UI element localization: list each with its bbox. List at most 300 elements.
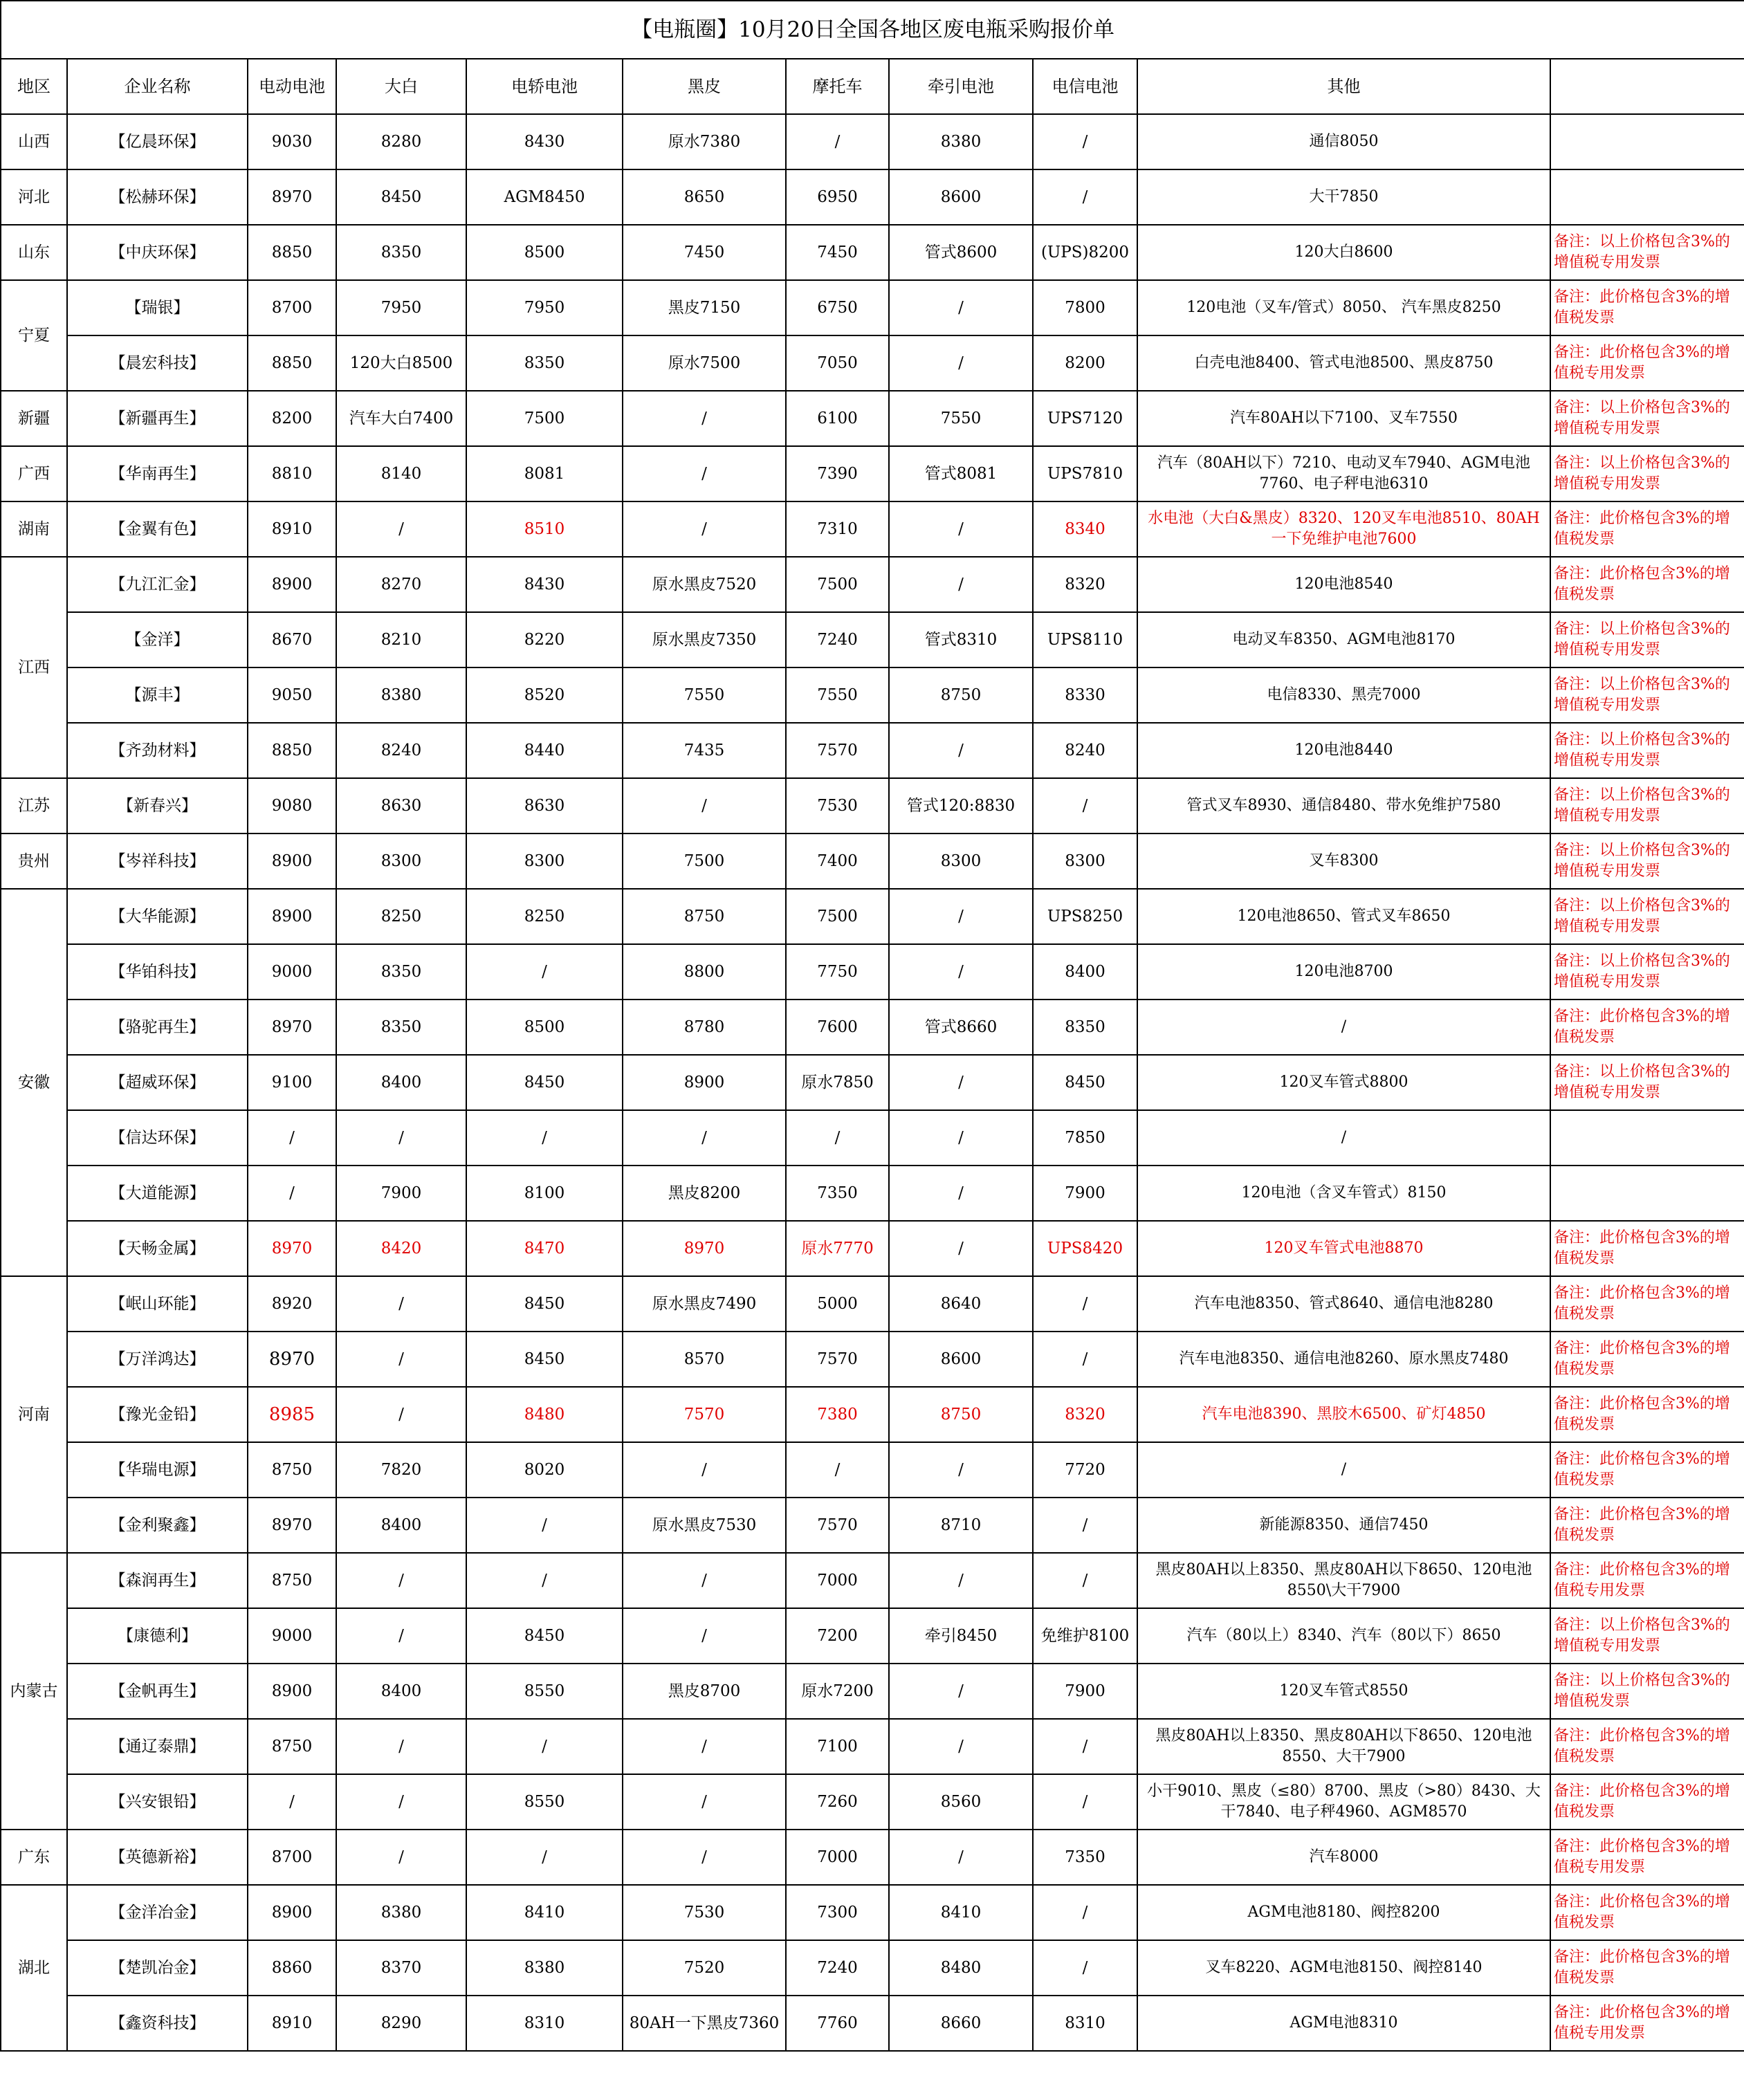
telecom-price: 免维护8100 (1033, 1608, 1137, 1664)
dabai-price: 8300 (336, 833, 466, 889)
electric-battery-price: 8850 (248, 723, 336, 778)
telecom-price: UPS8110 (1033, 612, 1137, 667)
telecom-price: 8350 (1033, 1000, 1137, 1055)
electric-battery-price: 8985 (248, 1387, 336, 1442)
dabai-price: 8250 (336, 889, 466, 944)
table-row (1, 778, 1744, 833)
dabai-price: 120大白8500 (336, 335, 466, 391)
dabai-price: 7900 (336, 1166, 466, 1221)
car-battery-price: 8630 (466, 778, 623, 833)
heipi-price: 80AH一下黑皮7360 (623, 1996, 786, 2051)
company-name: 【鑫资科技】 (67, 1996, 248, 2051)
electric-battery-price: 8700 (248, 280, 336, 335)
remark-note: 备注：此价格包含3%的增值税发票 (1550, 1332, 1744, 1387)
header-electric-battery: 电动电池 (248, 59, 336, 114)
dabai-price: 8290 (336, 1996, 466, 2051)
remark-note: 备注：以上价格包含3%的增值税专用发票 (1550, 225, 1744, 280)
telecom-price: 8320 (1033, 1387, 1137, 1442)
electric-battery-price: / (248, 1774, 336, 1830)
traction-price: / (889, 889, 1033, 944)
traction-price: / (889, 501, 1033, 557)
other-prices: 汽车电池8350、管式8640、通信电池8280 (1137, 1276, 1550, 1332)
remark-note: 备注：以上价格包含3%的增值税专用发票 (1550, 889, 1744, 944)
traction-price: 8710 (889, 1498, 1033, 1553)
header-dabai: 大白 (336, 59, 466, 114)
other-prices: AGM电池8180、阀控8200 (1137, 1885, 1550, 1940)
dabai-price: 8630 (336, 778, 466, 833)
other-prices: 叉车8220、AGM电池8150、阀控8140 (1137, 1940, 1550, 1996)
electric-battery-price: 9050 (248, 667, 336, 723)
motorcycle-price: 7240 (786, 1940, 889, 1996)
motorcycle-price: 7350 (786, 1166, 889, 1221)
electric-battery-price: 8200 (248, 391, 336, 446)
company-name: 【瑞银】 (67, 280, 248, 335)
car-battery-price: 8480 (466, 1387, 623, 1442)
company-name: 【康德利】 (67, 1608, 248, 1664)
heipi-price: 7570 (623, 1387, 786, 1442)
motorcycle-price: 7000 (786, 1553, 889, 1608)
traction-price: 牵引8450 (889, 1608, 1033, 1664)
telecom-price: 7800 (1033, 280, 1137, 335)
table-row (1, 1332, 1744, 1387)
company-name: 【超威环保】 (67, 1055, 248, 1110)
remark-note: 备注：以上价格包含3%的增值税专用发票 (1550, 446, 1744, 501)
company-name: 【新春兴】 (67, 778, 248, 833)
heipi-price: 7530 (623, 1885, 786, 1940)
remark-note: 备注：以上价格包含3%的增值税专用发票 (1550, 1055, 1744, 1110)
telecom-price: 8200 (1033, 335, 1137, 391)
telecom-price: 8240 (1033, 723, 1137, 778)
remark-note: 备注：此价格包含3%的增值税发票 (1550, 1000, 1744, 1055)
traction-price: 8380 (889, 114, 1033, 169)
company-name: 【森润再生】 (67, 1553, 248, 1608)
heipi-price: / (623, 778, 786, 833)
dabai-price: / (336, 501, 466, 557)
telecom-price: 7350 (1033, 1830, 1137, 1885)
other-prices: 汽车8000 (1137, 1830, 1550, 1885)
table-row (1, 1940, 1744, 1996)
table-row (1, 1774, 1744, 1830)
heipi-price: 8650 (623, 169, 786, 225)
traction-price: 8640 (889, 1276, 1033, 1332)
car-battery-price: 8081 (466, 446, 623, 501)
electric-battery-price: 8900 (248, 889, 336, 944)
electric-battery-price: 8810 (248, 446, 336, 501)
dabai-price: 汽车大白7400 (336, 391, 466, 446)
electric-battery-price: 8970 (248, 1498, 336, 1553)
other-prices: 大干7850 (1137, 169, 1550, 225)
table-row (1, 335, 1744, 391)
electric-battery-price: / (248, 1110, 336, 1166)
dabai-price: 8420 (336, 1221, 466, 1276)
company-name: 【九江汇金】 (67, 557, 248, 612)
other-prices: 通信8050 (1137, 114, 1550, 169)
company-name: 【金利聚鑫】 (67, 1498, 248, 1553)
motorcycle-price: 7100 (786, 1719, 889, 1774)
car-battery-price: / (466, 1498, 623, 1553)
car-battery-price: 8500 (466, 1000, 623, 1055)
telecom-price: 7900 (1033, 1166, 1137, 1221)
heipi-price: / (623, 1830, 786, 1885)
telecom-price: / (1033, 1885, 1137, 1940)
other-prices: 120叉车管式8800 (1137, 1055, 1550, 1110)
traction-price: / (889, 557, 1033, 612)
traction-price: 管式8310 (889, 612, 1033, 667)
traction-price: / (889, 1110, 1033, 1166)
table-row (1, 1000, 1744, 1055)
region-cell: 广西 (1, 446, 67, 501)
table-row (1, 1166, 1744, 1221)
dabai-price: 7950 (336, 280, 466, 335)
motorcycle-price: 7450 (786, 225, 889, 280)
remark-note (1550, 114, 1744, 169)
table-row (1, 833, 1744, 889)
telecom-price: (UPS)8200 (1033, 225, 1137, 280)
heipi-price: / (623, 446, 786, 501)
other-prices: 汽车（80以上）8340、汽车（80以下）8650 (1137, 1608, 1550, 1664)
telecom-price: 8340 (1033, 501, 1137, 557)
company-name: 【晨宏科技】 (67, 335, 248, 391)
car-battery-price: 8450 (466, 1276, 623, 1332)
company-name: 【华瑞电源】 (67, 1442, 248, 1498)
telecom-price: / (1033, 114, 1137, 169)
heipi-price: 7500 (623, 833, 786, 889)
region-cell: 安徽 (1, 889, 67, 1276)
table-row (1, 944, 1744, 1000)
other-prices: 120叉车管式电池8870 (1137, 1221, 1550, 1276)
header-region: 地区 (1, 59, 67, 114)
motorcycle-price: 7750 (786, 944, 889, 1000)
company-name: 【金帆再生】 (67, 1664, 248, 1719)
heipi-price: 黑皮8200 (623, 1166, 786, 1221)
table-row (1, 1221, 1744, 1276)
table-row (1, 501, 1744, 557)
dabai-price: / (336, 1553, 466, 1608)
region-cell: 贵州 (1, 833, 67, 889)
traction-price: / (889, 1830, 1033, 1885)
electric-battery-price: 8850 (248, 335, 336, 391)
traction-price: 8480 (889, 1940, 1033, 1996)
motorcycle-price: / (786, 1442, 889, 1498)
table-row (1, 1387, 1744, 1442)
car-battery-price: 8450 (466, 1055, 623, 1110)
region-cell: 河南 (1, 1276, 67, 1553)
remark-note: 备注：此价格包含3%的增值税专用发票 (1550, 1553, 1744, 1608)
motorcycle-price: / (786, 114, 889, 169)
company-name: 【金洋】 (67, 612, 248, 667)
electric-battery-price: 8900 (248, 833, 336, 889)
telecom-price: / (1033, 1553, 1137, 1608)
electric-battery-price: 9100 (248, 1055, 336, 1110)
header-motorcycle: 摩托车 (786, 59, 889, 114)
motorcycle-price: / (786, 1110, 889, 1166)
electric-battery-price: 8920 (248, 1276, 336, 1332)
company-name: 【岑祥科技】 (67, 833, 248, 889)
region-cell: 内蒙古 (1, 1553, 67, 1830)
heipi-price: 原水黑皮7520 (623, 557, 786, 612)
other-prices: 120电池8700 (1137, 944, 1550, 1000)
remark-note: 备注：此价格包含3%的增值税发票 (1550, 1498, 1744, 1553)
telecom-price: / (1033, 1940, 1137, 1996)
table-row (1, 1885, 1744, 1940)
other-prices: / (1137, 1110, 1550, 1166)
other-prices: 汽车80AH以下7100、叉车7550 (1137, 391, 1550, 446)
telecom-price: 8450 (1033, 1055, 1137, 1110)
heipi-price: / (623, 1608, 786, 1664)
remark-note: 备注：此价格包含3%的增值税发票 (1550, 1221, 1744, 1276)
region-cell: 山西 (1, 114, 67, 169)
dabai-price: 8210 (336, 612, 466, 667)
heipi-price: 8900 (623, 1055, 786, 1110)
remark-note: 备注：以上价格包含3%的增值税专用发票 (1550, 391, 1744, 446)
heipi-price: 7450 (623, 225, 786, 280)
electric-battery-price: 8910 (248, 501, 336, 557)
header-company: 企业名称 (67, 59, 248, 114)
telecom-price: / (1033, 778, 1137, 833)
motorcycle-price: 7600 (786, 1000, 889, 1055)
motorcycle-price: 7550 (786, 667, 889, 723)
traction-price: 8660 (889, 1996, 1033, 2051)
region-cell: 江西 (1, 557, 67, 778)
other-prices: 电信8330、黑壳7000 (1137, 667, 1550, 723)
motorcycle-price: 7390 (786, 446, 889, 501)
telecom-price: 7900 (1033, 1664, 1137, 1719)
remark-note: 备注：以上价格包含3%的增值税发票 (1550, 1664, 1744, 1719)
traction-price: 8750 (889, 1387, 1033, 1442)
dabai-price: 8140 (336, 446, 466, 501)
company-name: 【楚凯冶金】 (67, 1940, 248, 1996)
table-row (1, 1553, 1744, 1608)
telecom-price: 7850 (1033, 1110, 1137, 1166)
table-row (1, 169, 1744, 225)
company-name: 【金翼有色】 (67, 501, 248, 557)
car-battery-price: 8350 (466, 335, 623, 391)
remark-note: 备注：以上价格包含3%的增值税专用发票 (1550, 1608, 1744, 1664)
traction-price: / (889, 1166, 1033, 1221)
header-other: 其他 (1137, 59, 1550, 114)
company-name: 【源丰】 (67, 667, 248, 723)
table-row (1, 1442, 1744, 1498)
car-battery-price: 8410 (466, 1885, 623, 1940)
heipi-price: 8570 (623, 1332, 786, 1387)
remark-note (1550, 169, 1744, 225)
remark-note: 备注：此价格包含3%的增值税发票 (1550, 1940, 1744, 1996)
car-battery-price: / (466, 944, 623, 1000)
company-name: 【岷山环能】 (67, 1276, 248, 1332)
dabai-price: / (336, 1608, 466, 1664)
region-cell: 新疆 (1, 391, 67, 446)
other-prices: 120电池（叉车/管式）8050、 汽车黑皮8250 (1137, 280, 1550, 335)
header-row (1, 59, 1744, 114)
table-row (1, 1830, 1744, 1885)
table-row (1, 667, 1744, 723)
traction-price: 管式8081 (889, 446, 1033, 501)
dabai-price: 8400 (336, 1055, 466, 1110)
motorcycle-price: 6950 (786, 169, 889, 225)
table-row (1, 1055, 1744, 1110)
electric-battery-price: 8900 (248, 557, 336, 612)
table-row (1, 1276, 1744, 1332)
company-name: 【新疆再生】 (67, 391, 248, 446)
table-row (1, 1664, 1744, 1719)
motorcycle-price: 7500 (786, 557, 889, 612)
car-battery-price: 8440 (466, 723, 623, 778)
dabai-price: 8350 (336, 1000, 466, 1055)
traction-price: / (889, 723, 1033, 778)
electric-battery-price: 8970 (248, 1000, 336, 1055)
electric-battery-price: / (248, 1166, 336, 1221)
electric-battery-price: 8970 (248, 1221, 336, 1276)
company-name: 【亿晨环保】 (67, 114, 248, 169)
traction-price: / (889, 1442, 1033, 1498)
table-row (1, 1110, 1744, 1166)
other-prices: 120电池8650、管式叉车8650 (1137, 889, 1550, 944)
remark-note: 备注：以上价格包含3%的增值税专用发票 (1550, 833, 1744, 889)
dabai-price: / (336, 1332, 466, 1387)
traction-price: 7550 (889, 391, 1033, 446)
traction-price: / (889, 1664, 1033, 1719)
traction-price: 管式8660 (889, 1000, 1033, 1055)
car-battery-price: 8510 (466, 501, 623, 557)
other-prices: 白壳电池8400、管式电池8500、黑皮8750 (1137, 335, 1550, 391)
car-battery-price: 8220 (466, 612, 623, 667)
other-prices: 新能源8350、通信7450 (1137, 1498, 1550, 1553)
heipi-price: 黑皮7150 (623, 280, 786, 335)
other-prices: 黑皮80AH以上8350、黑皮80AH以下8650、120电池8550、大干7900 (1137, 1719, 1550, 1774)
company-name: 【松赫环保】 (67, 169, 248, 225)
dabai-price: / (336, 1276, 466, 1332)
header-note (1550, 59, 1744, 114)
car-battery-price: / (466, 1110, 623, 1166)
car-battery-price: 8520 (466, 667, 623, 723)
other-prices: / (1137, 1442, 1550, 1498)
motorcycle-price: 7760 (786, 1996, 889, 2051)
other-prices: 120电池8540 (1137, 557, 1550, 612)
heipi-price: / (623, 1719, 786, 1774)
car-battery-price: 8550 (466, 1774, 623, 1830)
dabai-price: 8450 (336, 169, 466, 225)
car-battery-price: / (466, 1830, 623, 1885)
telecom-price: / (1033, 1332, 1137, 1387)
remark-note: 备注：此价格包含3%的增值税发票 (1550, 1276, 1744, 1332)
heipi-price: / (623, 1553, 786, 1608)
motorcycle-price: 原水7850 (786, 1055, 889, 1110)
table-row (1, 723, 1744, 778)
region-cell: 湖南 (1, 501, 67, 557)
traction-price: 8750 (889, 667, 1033, 723)
electric-battery-price: 9000 (248, 1608, 336, 1664)
electric-battery-price: 8910 (248, 1996, 336, 2051)
telecom-price: UPS8420 (1033, 1221, 1137, 1276)
remark-note: 备注：此价格包含3%的增值税专用发票 (1550, 335, 1744, 391)
company-name: 【通辽泰鼎】 (67, 1719, 248, 1774)
other-prices: / (1137, 1000, 1550, 1055)
title-row (1, 1, 1744, 59)
region-cell: 广东 (1, 1830, 67, 1885)
telecom-price: / (1033, 169, 1137, 225)
company-name: 【豫光金铅】 (67, 1387, 248, 1442)
motorcycle-price: 7260 (786, 1774, 889, 1830)
heipi-price: / (623, 1442, 786, 1498)
electric-battery-price: 8750 (248, 1442, 336, 1498)
traction-price: / (889, 1055, 1033, 1110)
dabai-price: / (336, 1387, 466, 1442)
car-battery-price: / (466, 1553, 623, 1608)
traction-price: 8300 (889, 833, 1033, 889)
telecom-price: 8330 (1033, 667, 1137, 723)
remark-note: 备注：此价格包含3%的增值税发票 (1550, 280, 1744, 335)
motorcycle-price: 7380 (786, 1387, 889, 1442)
dabai-price: / (336, 1774, 466, 1830)
traction-price: 管式120:8830 (889, 778, 1033, 833)
table-row (1, 1498, 1744, 1553)
dabai-price: / (336, 1830, 466, 1885)
dabai-price: / (336, 1719, 466, 1774)
dabai-price: / (336, 1110, 466, 1166)
electric-battery-price: 8670 (248, 612, 336, 667)
traction-price: / (889, 944, 1033, 1000)
car-battery-price: 8450 (466, 1332, 623, 1387)
car-battery-price: / (466, 1719, 623, 1774)
motorcycle-price: 7000 (786, 1830, 889, 1885)
heipi-price: 7435 (623, 723, 786, 778)
other-prices: 120电池8440 (1137, 723, 1550, 778)
table-row (1, 1996, 1744, 2051)
other-prices: 水电池（大白&黑皮）8320、120叉车电池8510、80AH一下免维护电池7600 (1137, 501, 1550, 557)
dabai-price: 8280 (336, 114, 466, 169)
other-prices: 叉车8300 (1137, 833, 1550, 889)
electric-battery-price: 8900 (248, 1885, 336, 1940)
traction-price: / (889, 335, 1033, 391)
other-prices: 汽车电池8390、黑胶木6500、矿灯4850 (1137, 1387, 1550, 1442)
company-name: 【骆驼再生】 (67, 1000, 248, 1055)
company-name: 【华南再生】 (67, 446, 248, 501)
header-car-battery: 电轿电池 (466, 59, 623, 114)
remark-note: 备注：以上价格包含3%的增值税专用发票 (1550, 778, 1744, 833)
telecom-price: / (1033, 1276, 1137, 1332)
remark-note: 备注：此价格包含3%的增值税发票 (1550, 1442, 1744, 1498)
car-battery-price: 8020 (466, 1442, 623, 1498)
dabai-price: 8400 (336, 1498, 466, 1553)
company-name: 【大道能源】 (67, 1166, 248, 1221)
car-battery-price: AGM8450 (466, 169, 623, 225)
electric-battery-price: 8970 (248, 169, 336, 225)
table-row (1, 1608, 1744, 1664)
dabai-price: 8270 (336, 557, 466, 612)
heipi-price: 原水7380 (623, 114, 786, 169)
heipi-price: 原水黑皮7350 (623, 612, 786, 667)
remark-note: 备注：此价格包含3%的增值税专用发票 (1550, 1830, 1744, 1885)
table-row (1, 446, 1744, 501)
heipi-price: 黑皮8700 (623, 1664, 786, 1719)
telecom-price: 8400 (1033, 944, 1137, 1000)
remark-note: 备注：此价格包含3%的增值税专用发票 (1550, 1996, 1744, 2051)
region-cell: 湖北 (1, 1885, 67, 2051)
remark-note: 备注：以上价格包含3%的增值税专用发票 (1550, 723, 1744, 778)
table-row (1, 1719, 1744, 1774)
header-heipi: 黑皮 (623, 59, 786, 114)
heipi-price: 原水7500 (623, 335, 786, 391)
heipi-price: / (623, 391, 786, 446)
other-prices: 管式叉车8930、通信8480、带水免维护7580 (1137, 778, 1550, 833)
motorcycle-price: 原水7200 (786, 1664, 889, 1719)
car-battery-price: 8430 (466, 114, 623, 169)
heipi-price: 7550 (623, 667, 786, 723)
telecom-price: UPS8250 (1033, 889, 1137, 944)
remark-note: 备注：此价格包含3%的增值税发票 (1550, 1719, 1744, 1774)
remark-note: 备注：此价格包含3%的增值税发票 (1550, 557, 1744, 612)
telecom-price: 8310 (1033, 1996, 1137, 2051)
